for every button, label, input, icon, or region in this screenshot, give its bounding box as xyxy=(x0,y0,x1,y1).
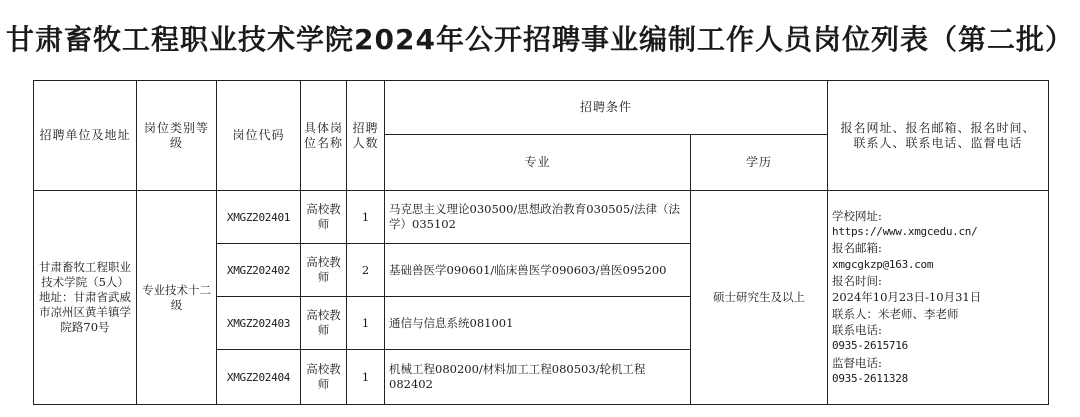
email-label: 报名邮箱: xyxy=(832,241,882,256)
recruitment-table xyxy=(33,80,1049,405)
header-unit: 招聘单位及地址 xyxy=(34,81,137,191)
unit-address: 地址：甘肃省武威市凉州区黄羊镇学院路70号 xyxy=(39,290,131,334)
position-code: XMGZ202401 xyxy=(217,191,301,244)
position-major: 机械工程080200/材料加工工程080503/轮机工程082402 xyxy=(385,350,691,405)
position-name: 高校教师 xyxy=(301,297,347,350)
header-position: 具体岗位名称 xyxy=(301,81,347,191)
time-label: 报名时间: xyxy=(832,274,882,289)
table-row xyxy=(34,191,1049,244)
position-name: 高校教师 xyxy=(301,191,347,244)
header-education: 学历 xyxy=(691,135,828,191)
header-code: 岗位代码 xyxy=(217,81,301,191)
position-major: 基础兽医学090601/临床兽医学090603/兽医095200 xyxy=(385,244,691,297)
supervise-label: 监督电话: xyxy=(832,355,882,370)
position-code: XMGZ202402 xyxy=(217,244,301,297)
unit-name: 甘肃畜牧工程职业技术学院（5人） xyxy=(39,260,131,289)
document-title: 甘肃畜牧工程职业技术学院2024年公开招聘事业编制工作人员岗位列表（第二批） xyxy=(6,23,1074,56)
position-code: XMGZ202404 xyxy=(217,350,301,405)
position-major: 马克思主义理论030500/思想政治教育030505/法律（法学）035102 xyxy=(385,191,691,244)
contact-cell xyxy=(828,191,1049,405)
header-category: 岗位类别等级 xyxy=(137,81,217,191)
email-address: xmgcgkzp@163.com xyxy=(832,257,934,271)
education-cell: 硕士研究生及以上 xyxy=(691,191,828,405)
time-range: 2024年10月23日-10月31日 xyxy=(832,290,982,305)
category-cell: 专业技术十二级 xyxy=(137,191,217,405)
header-major: 专业 xyxy=(385,135,691,191)
phone-number: 0935-2615716 xyxy=(832,339,908,353)
unit-cell xyxy=(34,191,137,405)
position-count: 2 xyxy=(347,244,385,297)
position-name: 高校教师 xyxy=(301,244,347,297)
phone-label: 联系电话: xyxy=(832,322,882,337)
header-row-1 xyxy=(34,81,1049,135)
position-code: XMGZ202403 xyxy=(217,297,301,350)
supervise-number: 0935-2611328 xyxy=(832,371,908,385)
position-count: 1 xyxy=(347,350,385,405)
header-contact: 报名网址、报名邮箱、报名时间、联系人、联系电话、监督电话 xyxy=(828,81,1049,191)
contact-person: 联系人：米老师、李老师 xyxy=(832,306,959,321)
header-count: 招聘人数 xyxy=(347,81,385,191)
position-count: 1 xyxy=(347,191,385,244)
position-count: 1 xyxy=(347,297,385,350)
website-label: 学校网址: xyxy=(832,208,882,223)
header-conditions: 招聘条件 xyxy=(385,81,828,135)
position-major: 通信与信息系统081001 xyxy=(385,297,691,350)
position-name: 高校教师 xyxy=(301,350,347,405)
website-url: https://www.xmgcedu.cn/ xyxy=(832,225,978,239)
